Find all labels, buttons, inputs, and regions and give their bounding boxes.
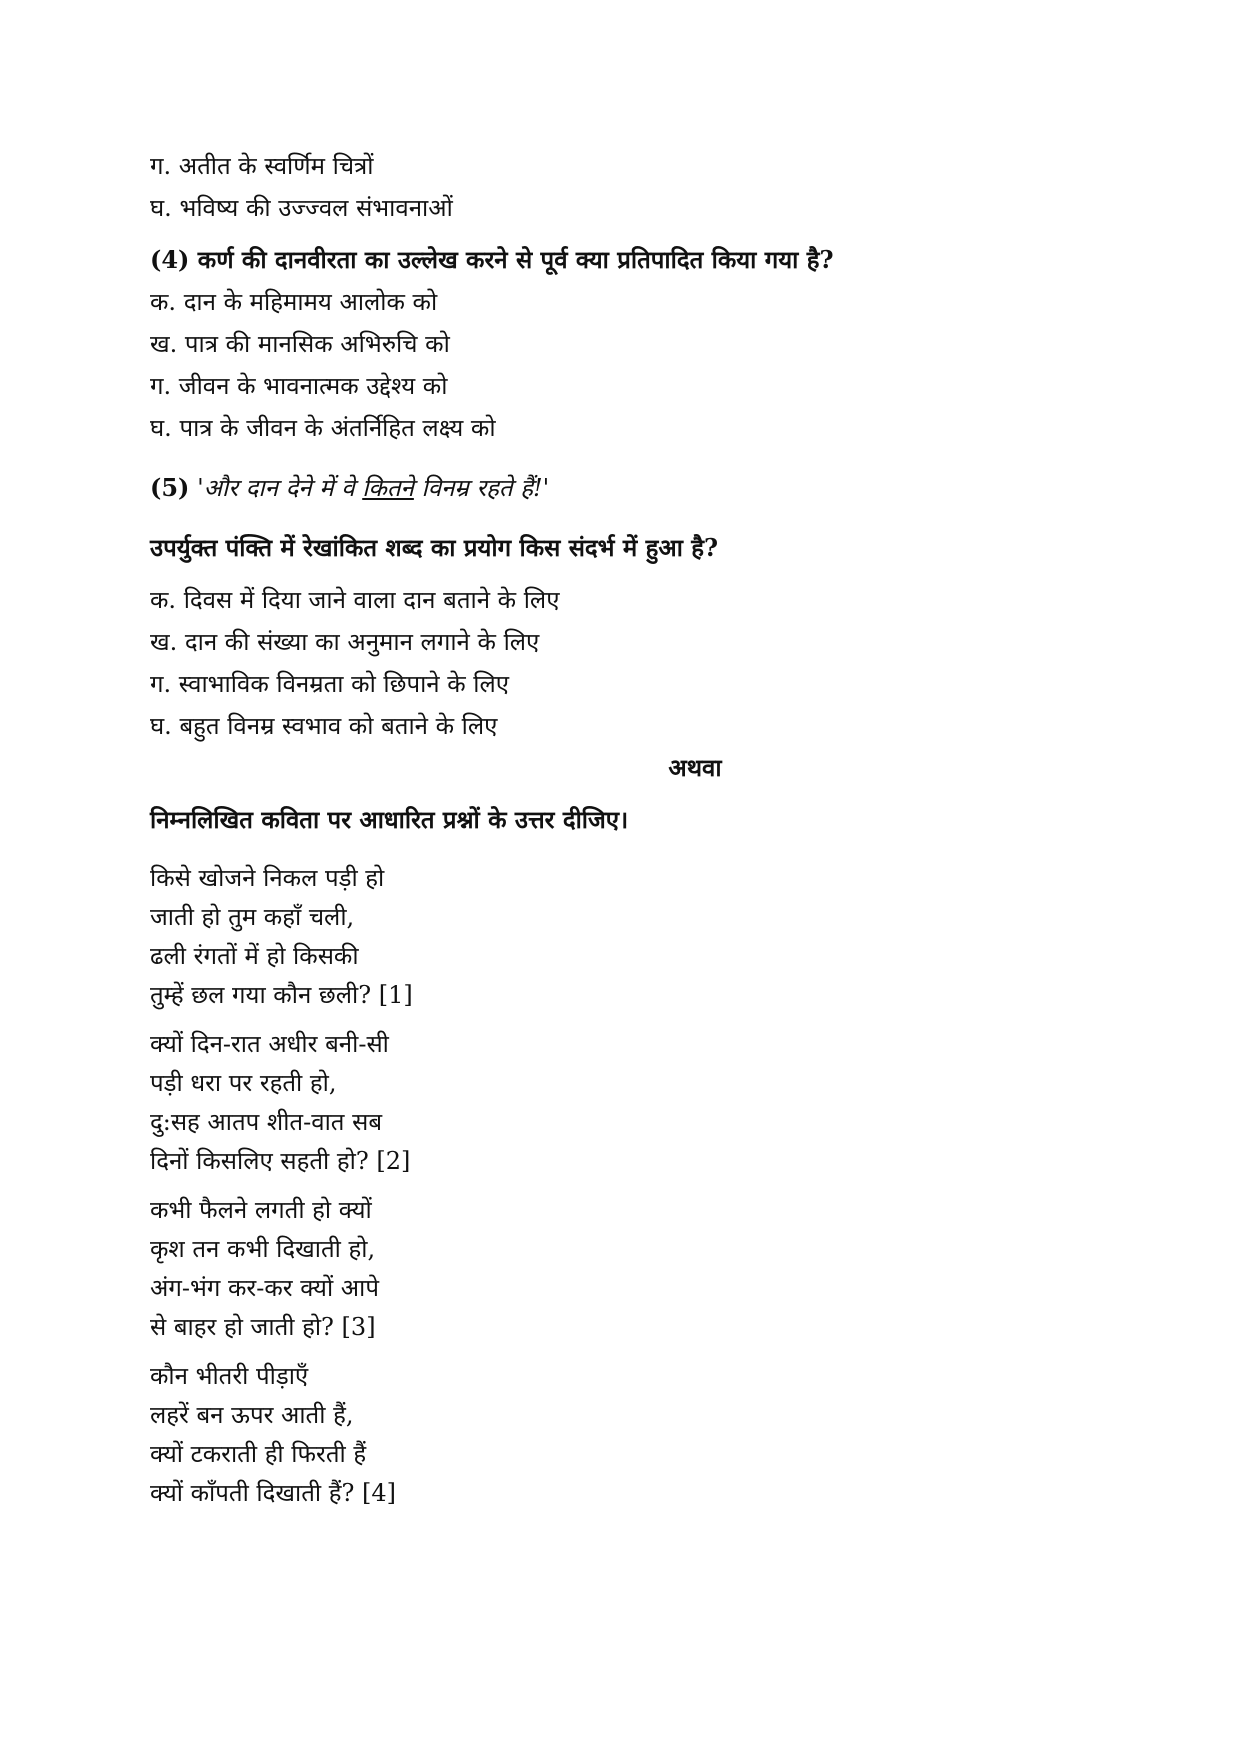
quote-after: विनम्र रहते हैं!'	[413, 474, 550, 502]
question-5-number: (5)	[150, 473, 190, 502]
option-kh-q5: ख. दान की संख्या का अनुमान लगाने के लिए	[150, 628, 540, 656]
poem-line: तुम्हें छल गया कौन छली? [1]	[150, 981, 413, 1009]
poem-line: कभी फैलने लगती हो क्यों	[150, 1196, 372, 1224]
poem-line: कृश तन कभी दिखाती हो,	[150, 1235, 376, 1263]
poem-stanza-3	[150, 1191, 1110, 1347]
quote-before: 'और दान देने में वे	[197, 474, 363, 502]
poem-line: क्यों टकराती ही फिरती हैं	[150, 1440, 367, 1468]
poem-stanza-1	[150, 859, 1110, 1015]
poem-line: दु:सह आतप शीत-वात सब	[150, 1108, 383, 1136]
option-g-q5: ग. स्वाभाविक विनम्रता को छिपाने के लिए	[150, 670, 510, 698]
poem-line: दिनों किसलिए सहती हो? [2]	[150, 1147, 411, 1175]
poem-line: क्यों दिन-रात अधीर बनी-सी	[150, 1030, 389, 1058]
poem-instruction: निम्नलिखित कविता पर आधारित प्रश्नों के उत्तर दीजिए।	[150, 805, 629, 834]
document-page	[150, 145, 1110, 1513]
poem-line: किसे खोजने निकल पड़ी हो	[150, 864, 385, 892]
question-5: उपर्युक्त पंक्ति में रेखांकित शब्द का प्रयोग किस संदर्भ में हुआ है?	[150, 533, 719, 562]
poem-line: लहरें बन ऊपर आती हैं,	[150, 1401, 354, 1429]
underlined-word: कितने	[362, 474, 414, 502]
option-kh-q4: ख. पात्र की मानसिक अभिरुचि को	[150, 330, 450, 358]
option-k-q5: क. दिवस में दिया जाने वाला दान बताने के लिए	[150, 586, 560, 614]
poem-line: अंग-भंग कर-कर क्यों आपे	[150, 1274, 379, 1302]
poem-line: ढली रंगतों में हो किसकी	[150, 942, 359, 970]
question-5-quote	[150, 467, 1110, 509]
option-gh-q4: घ. पात्र के जीवन के अंतर्निहित लक्ष्य को	[150, 414, 496, 442]
poem-line: से बाहर हो जाती हो? [3]	[150, 1313, 376, 1341]
option-g-q4: ग. जीवन के भावनात्मक उद्देश्य को	[150, 372, 448, 400]
option-gh-q3: घ. भविष्य की उज्ज्वल संभावनाओं	[150, 194, 453, 222]
or-label: अथवा	[668, 753, 722, 782]
option-gh-q5: घ. बहुत विनम्र स्वभाव को बताने के लिए	[150, 712, 498, 740]
poem-line: क्यों काँपती दिखाती हैं? [4]	[150, 1479, 396, 1507]
poem-stanza-2	[150, 1025, 1110, 1181]
poem-line: पड़ी धरा पर रहती हो,	[150, 1069, 337, 1097]
poem-stanza-4	[150, 1357, 1110, 1513]
option-k-q4: क. दान के महिमामय आलोक को	[150, 288, 438, 316]
option-g-q3: ग. अतीत के स्वर्णिम चित्रों	[150, 152, 374, 180]
poem-line: कौन भीतरी पीड़ाएँ	[150, 1362, 309, 1390]
poem-line: जाती हो तुम कहाँ चली,	[150, 903, 355, 931]
question-4: (4) कर्ण की दानवीरता का उल्लेख करने से पूर्व क्या प्रतिपादित किया गया है?	[150, 245, 834, 274]
